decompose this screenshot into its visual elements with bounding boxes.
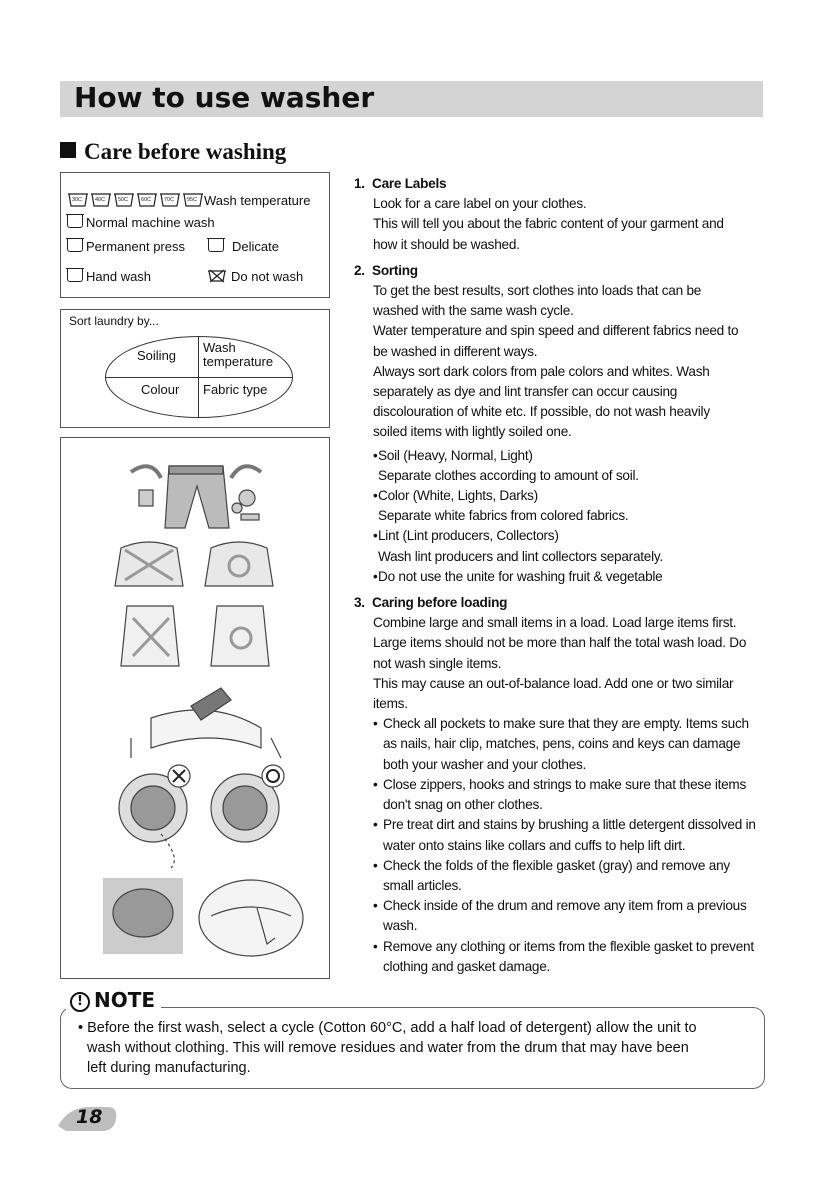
section-2-line: To get the best results, sort clothes into loads that can be [373,283,702,299]
page-number: 18 [76,1106,103,1128]
section-3-title: Caring before loading [372,595,508,611]
sort-laundry-title: Sort laundry by... [69,314,159,328]
section-title-text: Care before washing [84,139,287,164]
section-3-line: not wash single items. [373,655,502,671]
section-3-heading [354,593,766,613]
section-2-line: discolouration of white etc. If possible, do not wash heavily [373,404,710,420]
soiling-label: Soiling [137,348,177,363]
delicate-row [208,239,279,254]
section-2-line: Always sort dark colors from pale colors and whites. Wash [373,363,710,379]
section-3-line: items. [373,696,408,712]
permanent-press-row [67,239,185,254]
svg-text:50C: 50C [118,197,129,203]
wash-temperature-label: Wash temperature [204,193,311,208]
sort-laundry-box [60,309,330,428]
loading-bullet: • Check all pockets to make sure that they are empty. Items such as nails, hair clip, matches, pens, coins and keys can damage both your washer and your clothes. [373,716,749,772]
sort-bullet-detail: Separate white fabrics from colored fabrics. [378,508,629,524]
loading-bullet: • Pre treat dirt and stains by brushing a little detergent dissolved in water onto stains like collars and cuffs to help lift dirt. [373,817,756,853]
do-not-wash-icon [207,269,227,283]
shirt-illustrations [121,606,269,666]
section-1-title: Care Labels [372,176,447,191]
svg-text:60C: 60C [141,197,152,203]
square-bullet-icon [60,142,76,158]
illustrations-box [60,437,330,979]
zipper-illustrations [115,542,273,586]
svg-text:30C: 30C [72,197,83,203]
page-number-badge [58,1104,118,1134]
sort-bullet: • Color (White, Lights, Darks) [373,488,538,504]
section-title [60,139,286,165]
loading-bullet: • Check the folds of the flexible gasket (gray) and remove any small articles. [373,857,730,893]
wash-temperature-icons [67,191,207,211]
section-2-title: Sorting [372,262,418,278]
section-3-number: 3. [354,595,365,611]
note-line: left during manufacturing. [87,1060,251,1076]
section-2-line: Water temperature and spin speed and different fabrics need to [373,323,739,339]
section-1-number: 1. [354,176,365,191]
section-1-line: how it should be washed. [373,236,520,252]
normal-wash-icon [67,215,83,228]
page-title: How to use washer [74,81,375,114]
sort-bullet-detail: Wash lint producers and lint collectors separately. [378,548,663,564]
do-not-wash-row [207,269,303,284]
gasket-illustrations [103,878,303,956]
sort-bullet-detail: Separate clothes according to amount of soil. [378,467,639,483]
svg-text:40C: 40C [95,197,106,203]
loading-bullet: • Close zippers, hooks and strings to make sure that these items don't snag on other clothes. [373,776,747,813]
section-2-line: separately as dye and lint transfer can occur causing [373,384,678,400]
drum-illustrations [119,765,284,868]
section-2-line: soiled items with lightly soiled one. [373,424,572,440]
sort-bullet: • Do not use the unite for washing fruit & vegetable [373,568,663,584]
hand-wash-label: Hand wash [86,269,152,284]
section-2-line: washed with the same wash cycle. [373,303,574,319]
svg-text:95C: 95C [187,197,198,203]
normal-wash-row [67,215,215,230]
section-3-line: Combine large and small items in a load. Load large items first. [373,615,737,631]
note-label: NOTE [94,988,156,1012]
section-2-number: 2. [354,262,365,278]
section-1-heading [354,174,766,194]
section-2-line: be washed in different ways. [373,343,538,359]
washing-illustrations [61,438,329,978]
section-1-line: Look for a care label on your clothes. [373,196,587,212]
alert-icon: ! [70,992,90,1012]
section-3-line: This may cause an out-of-balance load. Add one or two similar [373,675,734,691]
normal-wash-label: Normal machine wash [86,215,215,230]
permanent-press-icon [67,239,83,252]
delicate-icon [208,239,224,252]
permanent-press-label: Permanent press [86,239,185,254]
note-line: • Before the first wash, select a cycle (Cotton 60°C, add a half load of detergent) allow the unit to [78,1020,697,1036]
delicate-label: Delicate [232,239,279,254]
loading-bullet: • Remove any clothing or items from the flexible gasket to prevent clothing and gasket damage. [373,938,754,974]
instructions-column [354,174,766,977]
note-line: wash without clothing. This will remove residues and water from the drum that may have been [87,1040,689,1056]
section-1-line: This will tell you about the fabric content of your garment and [373,216,724,232]
sort-bullet: • Lint (Lint producers, Collectors) [373,528,559,544]
note-text [78,1018,748,1078]
care-labels-box [60,172,330,298]
ellipse-divider-horizontal [105,377,293,378]
colour-label: Colour [141,382,180,397]
svg-text:70C: 70C [164,197,175,203]
section-2-heading [354,261,766,281]
loading-bullet: • Check inside of the drum and remove any item from a previous wash. [373,898,747,934]
temperature-label: temperature [203,354,274,369]
note-heading [66,988,161,1012]
hand-wash-row [67,269,151,284]
section-3-line: Large items should not be more than half the total wash load. Do [373,635,747,651]
do-not-wash-label: Do not wash [231,269,304,284]
sort-bullet: • Soil (Heavy, Normal, Light) [373,447,533,463]
pretreat-illustration [131,688,281,758]
trousers-illustration [131,466,261,528]
hand-wash-icon [67,269,83,282]
wash-label: Wash [203,340,236,355]
fabric-type-label: Fabric type [203,382,268,397]
